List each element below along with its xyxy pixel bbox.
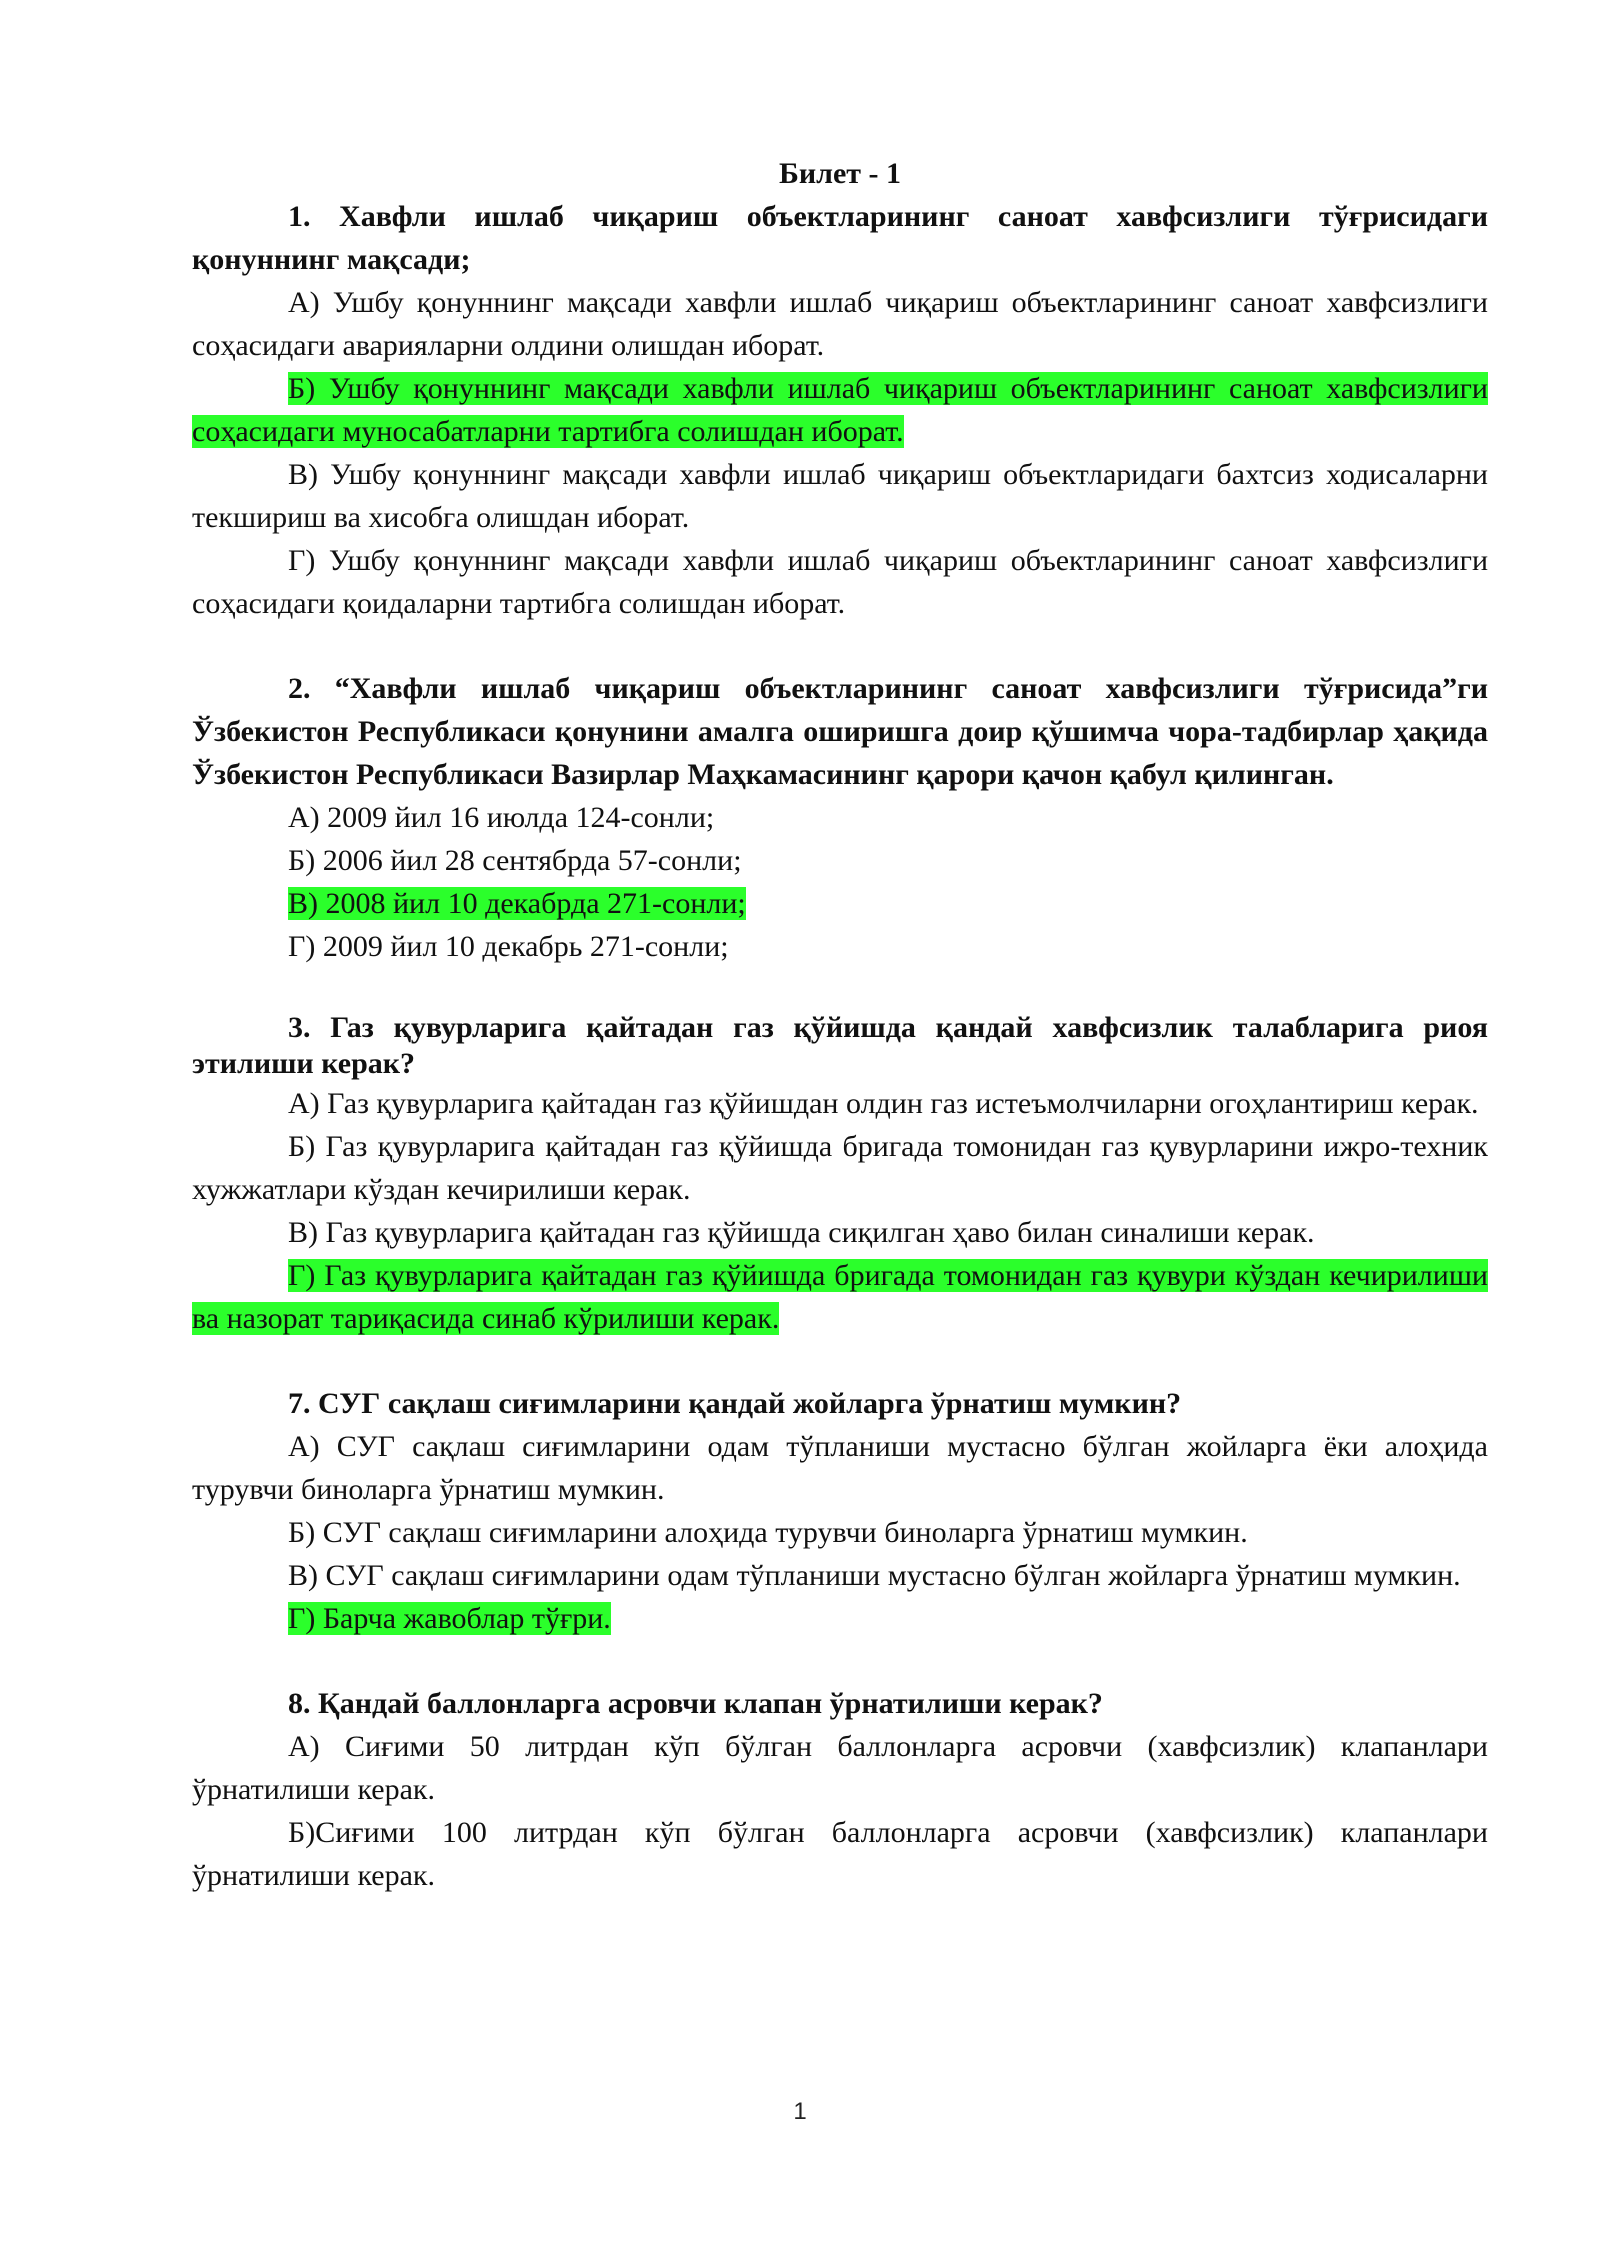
answer-text: В) Газ қувурларига қайтадан газ қўйишда сиқилган ҳаво билан синалиши керак. [288,1216,1315,1249]
answer-text: А) СУГ сақлаш сиғимларини одам тўпланиши мустасно бўлган жойларга ёки алоҳида турувчи биноларга ўрнатиш мумкин. [192,1430,1488,1506]
question-text: 1. Хавфли ишлаб чиқариш объектларининг саноат хавфсизлиги тўғрисидаги қонуннинг мақсади; [192,200,1488,276]
answer-text: Б) 2006 йил 28 сентябрда 57-сонли; [288,844,742,877]
question-text: 7. СУГ сақлаш сиғимларини қандай жойларга ўрнатиш мумкин? [288,1387,1182,1420]
answer-option [192,1725,1488,1811]
answer-option-correct [192,882,1488,925]
answer-option [192,1811,1488,1897]
answer-option [192,1125,1488,1211]
answer-text: А) Газ қувурларига қайтадан газ қўйишдан олдин газ истеъмолчиларни огоҳлантириш керак. [288,1087,1479,1120]
question-text: 8. Қандай баллонларга асровчи клапан ўрнатилиши керак? [288,1687,1103,1720]
answer-option [192,1554,1488,1597]
question-8 [192,1682,1488,1897]
answer-text: А) 2009 йил 16 июлда 124-сонли; [288,801,715,834]
answer-text-highlighted: Г) Барча жавоблар тўғри. [288,1602,611,1635]
question-3 [192,1010,1488,1340]
question-2 [192,667,1488,968]
answer-option [192,1211,1488,1254]
answer-option-correct [192,367,1488,453]
answer-option [192,796,1488,839]
answer-option [192,539,1488,625]
answer-option-correct [192,1597,1488,1640]
answer-option [192,925,1488,968]
answer-text: В) СУГ сақлаш сиғимларини одам тўпланиши мустасно бўлган жойларга ўрнатиш мумкин. [288,1559,1461,1592]
answer-option [192,1082,1488,1125]
page-number: 1 [793,2098,807,2125]
answer-text: Г) 2009 йил 10 декабрь 271-сонли; [288,930,729,963]
answer-text: Б)Сиғими 100 литрдан кўп бўлган баллонларга асровчи (хавфсизлик) клапанлари ўрнатилиши керак. [192,1816,1488,1892]
answer-text: Г) Ушбу қонуннинг мақсади хавфли ишлаб чиқариш объектларининг саноат хавфсизлиги соҳасидаги қоидаларни тартибга солишдан иборат. [192,544,1488,620]
question-1 [192,195,1488,625]
answer-option [192,839,1488,882]
answer-text: А) Сиғими 50 литрдан кўп бўлган баллонларга асровчи (хавфсизлик) клапанлари ўрнатилиши керак. [192,1730,1488,1806]
answer-option [192,1511,1488,1554]
answer-text-highlighted: Б) Ушбу қонуннинг мақсади хавфли ишлаб чиқариш объектларининг саноат хавфсизлиги соҳасидаги муносабатларни тартибга солишдан иборат. [192,372,1488,448]
question-text: 3. Газ қувурларига қайтадан газ қўйишда қандай хавфсизлик талабларига риоя этилиши керак? [192,1011,1488,1080]
answer-text: Б) Газ қувурларига қайтадан газ қўйишда бригада томонидан газ қувурларини ижро-техник хужжатлари кўздан кечирилиши керак. [192,1130,1488,1206]
answer-text-highlighted: Г) Газ қувурларига қайтадан газ қўйишда бригада томонидан газ қувури кўздан кечирилиши ва назорат тариқасида синаб кўрилиши керак. [192,1259,1488,1335]
answer-option [192,1425,1488,1511]
answer-option [192,281,1488,367]
answer-text: Б) СУГ сақлаш сиғимларини алоҳида турувчи биноларга ўрнатиш мумкин. [288,1516,1248,1549]
question-text: 2. “Хавфли ишлаб чиқариш объектларининг саноат хавфсизлиги тўғрисида”ги Ўзбекистон Республикаси қонунини амалга оширишга доир қўшимча чора-тадбирлар ҳақида Ўзбекистон Республикаси Вазирлар Маҳкамасининг қарори қачон қабул қилинган. [192,672,1488,791]
answer-option [192,453,1488,539]
answer-text: А) Ушбу қонуннинг мақсади хавфли ишлаб чиқариш объектларининг саноат хавфсизлиги соҳасидаги аварияларни олдини олишдан иборат. [192,286,1488,362]
document-page [192,152,1488,1897]
question-7 [192,1382,1488,1640]
ticket-title: Билет - 1 [779,157,901,190]
answer-text-highlighted: В) 2008 йил 10 декабрда 271-сонли; [288,887,746,920]
answer-option-correct [192,1254,1488,1340]
answer-text: В) Ушбу қонуннинг мақсади хавфли ишлаб чиқариш объектларидаги бахтсиз ходисаларни текшириш ва хисобга олишдан иборат. [192,458,1488,534]
